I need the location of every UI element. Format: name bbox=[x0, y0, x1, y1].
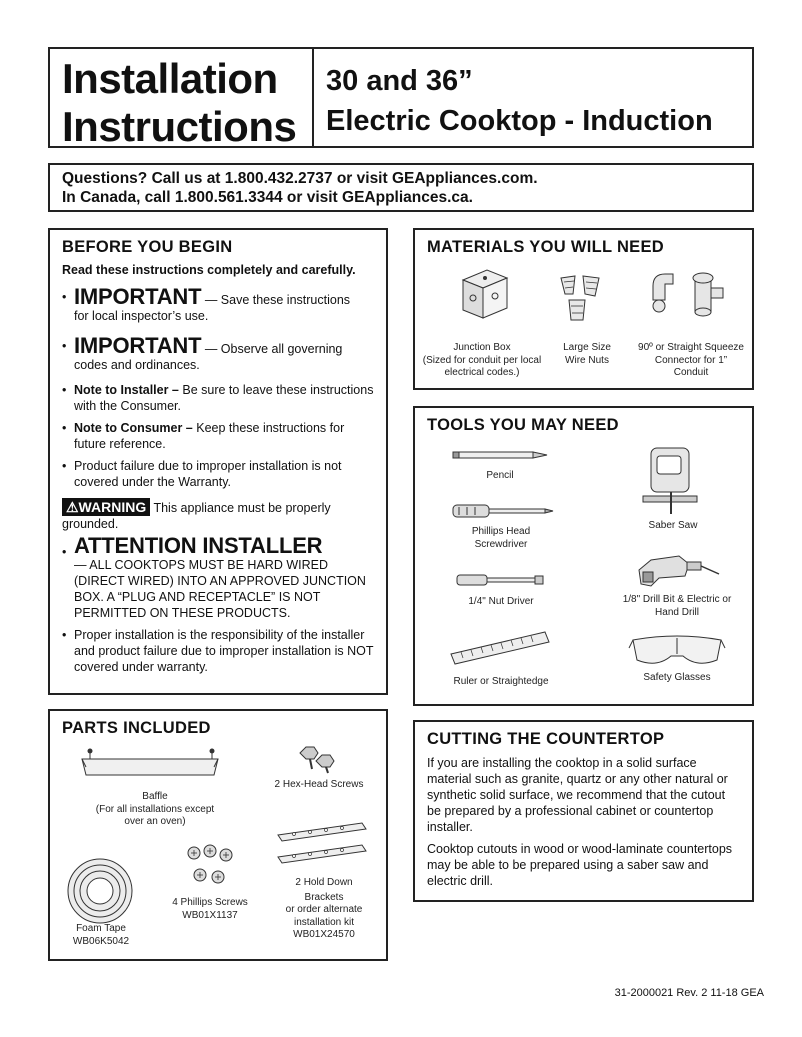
hold-down-brackets-label: 2 Hold Down Brackets or order alternate installation kit WB01X24570 bbox=[285, 877, 363, 940]
ruler-icon bbox=[449, 628, 553, 668]
saber-saw-label: Saber Saw bbox=[648, 520, 698, 531]
questions-box bbox=[48, 163, 754, 212]
attention-item: • ATTENTION INSTALLER — ALL COOKTOPS MUST BE HARD WIRED (DIRECT WIRED) INTO AN APPROVED JUNCTION BOX. A “PLUG AND RECEPTACLE” IS NOT PERMITTED ON THESE PRODUCTS. bbox=[62, 533, 366, 620]
important-save-item: • IMPORTANT — Save these instructions for local inspector’s use. bbox=[62, 284, 351, 323]
note-consumer-label: Note to Consumer – bbox=[74, 421, 193, 435]
nut-driver-icon bbox=[455, 572, 547, 588]
junction-box-label: Junction Box (Sized for conduit per local electrical codes.) bbox=[422, 342, 542, 378]
product-size: 30 and 36” bbox=[326, 65, 473, 97]
warranty-failure-text: Product failure due to improper installation is not covered under the Warranty. bbox=[74, 459, 342, 489]
nut-driver-label: 1/4" Nut Driver bbox=[468, 596, 534, 607]
saber-saw-icon bbox=[637, 444, 707, 520]
proper-install-item: • Proper installation is the responsibility of the installer and product failure due to improper installation is NOT covered under warranty. bbox=[62, 628, 374, 674]
title-right bbox=[314, 49, 713, 146]
product-name: Electric Cooktop - Induction bbox=[326, 105, 713, 137]
note-installer-label: Note to Installer – bbox=[74, 383, 179, 397]
junction-box-icon bbox=[457, 266, 513, 322]
questions-us: Questions? Call us at 1.800.432.2737 or visit GEAppliances.com. bbox=[62, 170, 538, 187]
cutting-heading: CUTTING THE COUNTERTOP bbox=[427, 730, 665, 748]
questions-canada: In Canada, call 1.800.561.3344 or visit GEAppliances.ca. bbox=[62, 189, 473, 206]
note-installer-item: • Note to Installer – Be sure to leave these instructions with the Consumer. bbox=[62, 383, 374, 413]
cutting-paragraph-solid-surface: If you are installing the cooktop in a solid surface material such as granite, quartz or any other natural or synthetic solid surface, we recommend that the cutout be prepared by a professional cabinet or countertop installer. bbox=[427, 756, 728, 834]
attention-text: — ALL COOKTOPS MUST BE HARD WIRED (DIRECT WIRED) INTO AN APPROVED JUNCTION BOX. A “PLUG AND RECEPTACLE” IS NOT PERMITTED ON THESE PRODUCTS. bbox=[74, 558, 366, 620]
phillips-screwdriver-label: Phillips Head Screwdriver bbox=[471, 526, 531, 550]
tools-section bbox=[413, 406, 754, 706]
foam-tape-label: Foam Tape WB06K5042 bbox=[72, 923, 130, 947]
electric-drill-label: 1/8" Drill Bit & Electric or Hand Drill bbox=[622, 594, 732, 618]
cutting-countertop-section bbox=[413, 720, 754, 902]
before-heading: BEFORE YOU BEGIN bbox=[62, 238, 233, 256]
important-label: IMPORTANT bbox=[74, 333, 202, 358]
parts-section bbox=[48, 709, 388, 961]
important-save-cont: for local inspector’s use. bbox=[74, 309, 209, 323]
warning-text: This appliance must be properly grounded. bbox=[62, 501, 331, 531]
hex-screws-label: 2 Hex-Head Screws bbox=[274, 779, 364, 790]
attention-heading: ATTENTION INSTALLER bbox=[74, 533, 323, 558]
cutting-paragraph-wood: Cooktop cutouts in wood or wood-laminate countertops may be able to be prepared using a saber saw and electric drill. bbox=[427, 842, 733, 888]
ruler-label: Ruler or Straightedge bbox=[453, 676, 549, 687]
note-installer-text: Be sure to leave these instructions with the Consumer. bbox=[74, 383, 374, 413]
important-observe-text: — Observe all governing bbox=[201, 342, 343, 356]
wire-nuts-icon bbox=[553, 270, 609, 326]
document-footer: 31-2000021 Rev. 2 11-18 GEA bbox=[614, 987, 764, 999]
important-save-text: — Save these instructions bbox=[201, 293, 351, 307]
title-left bbox=[50, 49, 314, 150]
title-instructions: Instructions bbox=[62, 103, 297, 150]
materials-section bbox=[413, 228, 754, 390]
phillips-screwdriver-icon bbox=[451, 502, 555, 520]
phillips-screws-label: 4 Phillips Screws WB01X1137 bbox=[172, 897, 248, 921]
tools-heading: TOOLS YOU MAY NEED bbox=[427, 416, 619, 434]
pencil-label: Pencil bbox=[486, 470, 514, 481]
important-observe-item: • IMPORTANT — Observe all governing codes and ordinances. bbox=[62, 333, 343, 372]
baffle-icon bbox=[78, 745, 222, 785]
warning-badge: ⚠WARNING bbox=[62, 498, 150, 516]
note-consumer-text: Keep these instructions for future reference. bbox=[74, 421, 345, 451]
safety-glasses-icon bbox=[627, 630, 727, 672]
squeeze-connector-label: 90º or Straight Squeeze Connector for 1” Conduit bbox=[638, 342, 744, 378]
safety-glasses-label: Safety Glasses bbox=[643, 672, 711, 683]
materials-heading: MATERIALS YOU WILL NEED bbox=[427, 238, 664, 256]
wire-nuts-label: Large Size Wire Nuts bbox=[563, 342, 611, 366]
title-block bbox=[48, 47, 754, 148]
baffle-label: Baffle (For all installations except over an oven) bbox=[95, 791, 215, 827]
important-label: IMPORTANT bbox=[74, 284, 202, 309]
pencil-icon bbox=[451, 450, 551, 460]
warning-item bbox=[62, 498, 374, 532]
phillips-screws-icon bbox=[182, 843, 238, 889]
proper-install-text: Proper installation is the responsibility of the installer and product failure due to improper installation is NOT covered under warranty. bbox=[74, 628, 374, 674]
important-observe-cont: codes and ordinances. bbox=[74, 358, 200, 372]
squeeze-connector-icon bbox=[643, 266, 739, 326]
note-consumer-item: • Note to Consumer – Keep these instructions for future reference. bbox=[62, 421, 345, 451]
before-you-begin-section bbox=[48, 228, 388, 695]
foam-tape-icon bbox=[64, 855, 136, 927]
before-subheading: Read these instructions completely and carefully. bbox=[62, 263, 356, 277]
parts-heading: PARTS INCLUDED bbox=[62, 719, 211, 737]
hold-down-brackets-icon bbox=[274, 819, 370, 869]
electric-drill-icon bbox=[629, 542, 725, 592]
title-installation: Installation bbox=[62, 55, 278, 102]
hex-screws-icon bbox=[296, 741, 336, 775]
warranty-failure-item: • Product failure due to improper installation is not covered under the Warranty. bbox=[62, 459, 342, 489]
